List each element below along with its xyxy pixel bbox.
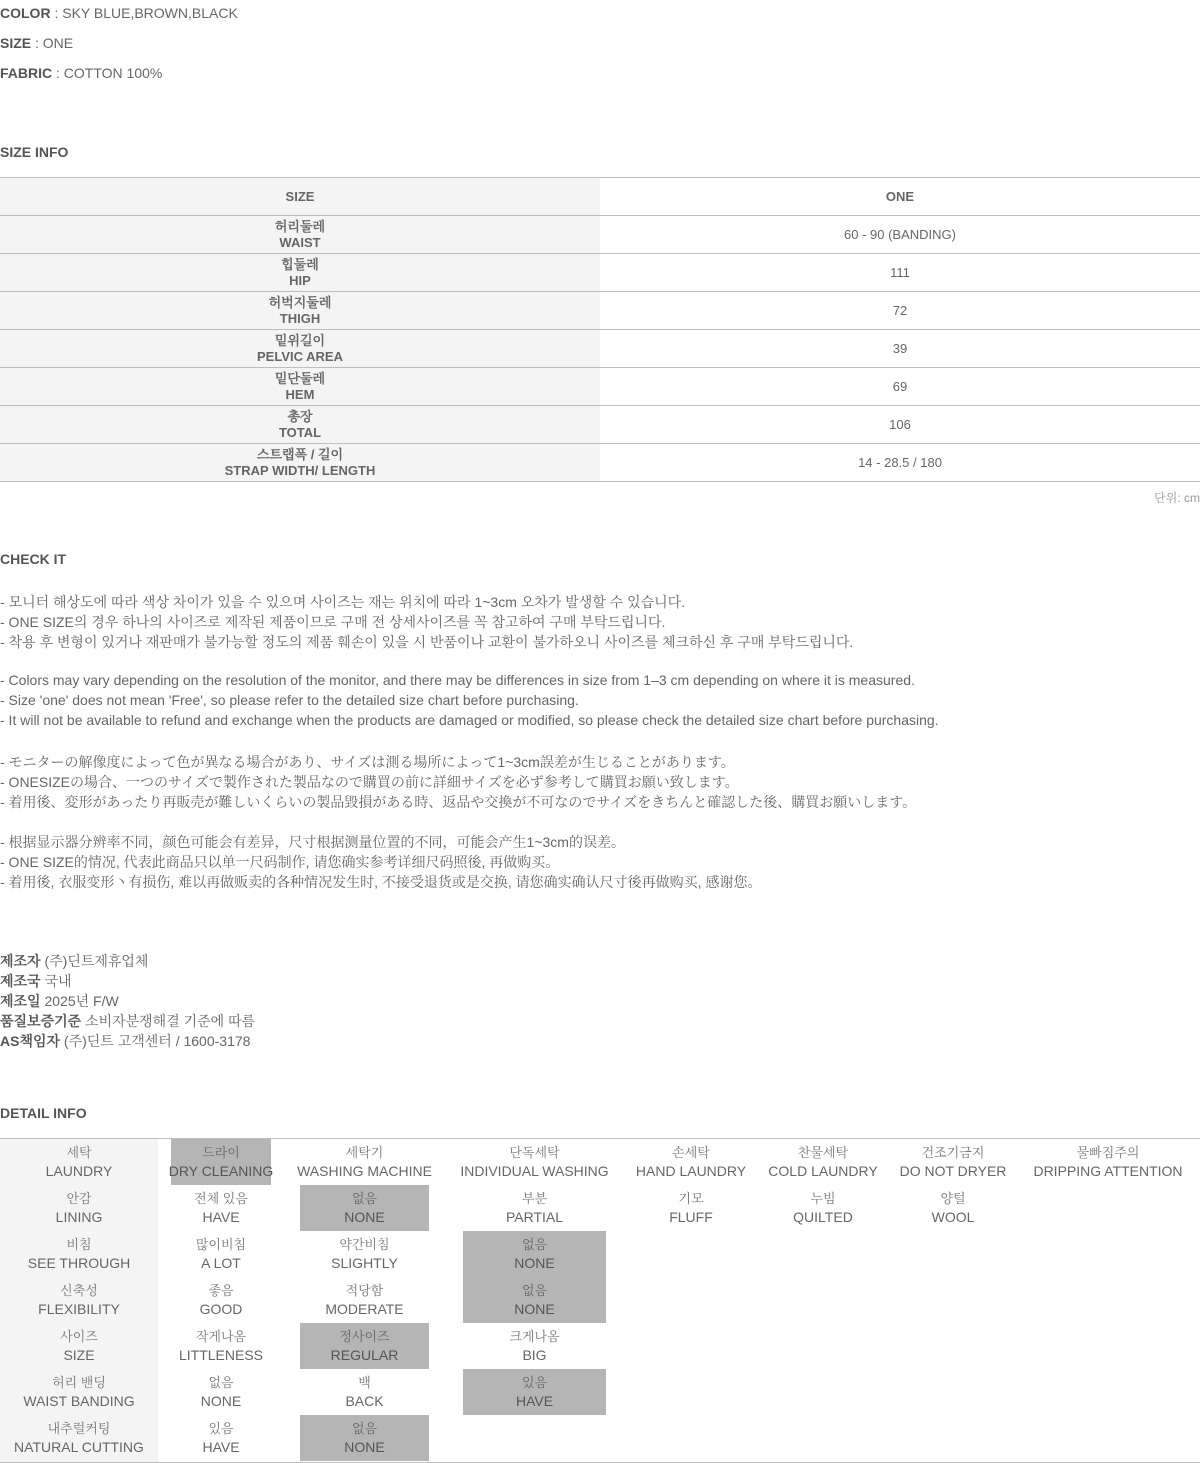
check-it-line: - ONE SIZE의 경우 하나의 사이즈로 제작된 제품이므로 구매 전 상세사이즈를 꼭 참고하여 구매 부탁드립니다. xyxy=(0,614,666,630)
detail-option-en: WOOL xyxy=(931,1209,975,1225)
detail-option-en: NONE xyxy=(344,1439,385,1455)
detail-option xyxy=(894,1139,1012,1185)
detail-option-en: A LOT xyxy=(201,1255,241,1271)
size-table-row xyxy=(0,406,1200,444)
detail-option-kr: 없음 xyxy=(208,1375,234,1390)
detail-option-en: HAVE xyxy=(515,1393,554,1409)
detail-option-kr: 드라이 xyxy=(202,1145,240,1160)
detail-option xyxy=(171,1369,271,1415)
spec-color xyxy=(0,5,238,21)
size-table-row xyxy=(0,292,1200,330)
check-it-line: - 根据显示器分辨率不同，颜色可能会有差异，尺寸根据测量位置的不同，可能会产生1~3cm的误差。 xyxy=(0,834,625,850)
spec-color-label: COLOR xyxy=(0,5,51,21)
size-row-label-kr: 허벅지둘레 xyxy=(268,294,332,310)
size-unit: 단위: cm xyxy=(1154,491,1200,505)
spec-size-value: : ONE xyxy=(31,35,74,51)
size-header-label: SIZE xyxy=(0,178,600,215)
product-info-value: (주)딘트제휴업체 xyxy=(40,953,149,969)
detail-option-kr: 있음 xyxy=(208,1421,234,1436)
size-header-value: ONE xyxy=(885,189,915,204)
detail-option-kr: 없음 xyxy=(521,1237,548,1252)
detail-option-kr: 없음 xyxy=(521,1283,548,1298)
detail-option-en: DRY CLEANING xyxy=(168,1163,274,1179)
size-row-label-en: HIP xyxy=(289,272,311,288)
detail-row-label xyxy=(0,1369,158,1415)
detail-option-kr: 누빔 xyxy=(810,1191,836,1206)
detail-option xyxy=(463,1231,606,1277)
detail-option-en: REGULAR xyxy=(330,1347,399,1363)
detail-option xyxy=(300,1185,429,1231)
size-row-value: 69 xyxy=(892,379,908,394)
detail-option-kr: 손세탁 xyxy=(672,1145,710,1160)
detail-option-en: COLD LAUNDRY xyxy=(768,1163,878,1179)
detail-option-kr: 크게나옴 xyxy=(509,1329,560,1344)
detail-option xyxy=(300,1277,429,1323)
detail-option-kr: 기모 xyxy=(678,1191,704,1206)
detail-label-kr: 안감 xyxy=(66,1191,92,1206)
check-it-heading: CHECK IT xyxy=(0,551,67,567)
detail-label-en: SEE THROUGH xyxy=(27,1255,131,1271)
detail-option xyxy=(463,1369,606,1415)
detail-option xyxy=(171,1277,271,1323)
spec-fabric-value: : COTTON 100% xyxy=(52,65,163,81)
detail-option xyxy=(762,1185,884,1231)
size-row-value: 111 xyxy=(890,265,910,280)
size-row-label-en: WAIST xyxy=(279,234,321,250)
product-info-value: 국내 xyxy=(40,973,72,989)
detail-option-en: PARTIAL xyxy=(505,1209,564,1225)
detail-option-kr: 건조기금지 xyxy=(921,1145,985,1160)
detail-label-kr: 내추럴커팅 xyxy=(47,1421,111,1436)
detail-option xyxy=(171,1231,271,1277)
detail-option-kr: 세탁기 xyxy=(345,1145,384,1160)
size-row-value: 60 - 90 (BANDING) xyxy=(844,227,956,242)
detail-option-kr: 있음 xyxy=(521,1375,548,1390)
detail-option-kr: 없음 xyxy=(351,1191,378,1206)
detail-option-en: NONE xyxy=(344,1209,385,1225)
detail-option xyxy=(300,1323,429,1369)
product-info-line xyxy=(0,1011,255,1031)
size-row-value: 72 xyxy=(892,303,908,318)
detail-option-kr: 좋음 xyxy=(208,1283,234,1298)
detail-option xyxy=(894,1185,1012,1231)
detail-option xyxy=(628,1185,754,1231)
size-row-label-kr: 밑위길이 xyxy=(274,332,326,348)
spec-color-value: : SKY BLUE,BROWN,BLACK xyxy=(50,5,238,21)
product-info-value: (주)딘트 고객센터 / 1600-3178 xyxy=(60,1033,251,1049)
check-it-line: - It will not be available to refund and exchange when the products are damaged or modified, so please check the detailed size chart before purchasing. xyxy=(0,712,939,728)
size-row-label xyxy=(0,444,600,481)
check-it-line: - ONESIZEの場合、一つのサイズで製作された製品なので購買の前に詳細サイズを必ず参考して購買お願い致します。 xyxy=(0,774,739,790)
detail-option-kr: 찬물세탁 xyxy=(797,1145,849,1160)
detail-option xyxy=(297,1139,432,1185)
size-row-value: 39 xyxy=(892,341,908,356)
detail-info-grid xyxy=(0,1138,1200,1463)
detail-option-kr: 전체 있음 xyxy=(194,1191,248,1206)
spec-fabric xyxy=(0,65,162,81)
detail-label-kr: 사이즈 xyxy=(60,1329,98,1344)
detail-option xyxy=(171,1415,271,1461)
detail-label-kr: 허리 밴딩 xyxy=(52,1375,106,1390)
product-info-value: 2025년 F/W xyxy=(40,993,119,1009)
check-it-line: - 착용 후 변형이 있거나 재판매가 불가능할 정도의 제품 훼손이 있을 시 반품이나 교환이 불가하오니 사이즈를 체크하신 후 구매 부탁드립니다. xyxy=(0,634,854,650)
detail-option-en: SLIGHTLY xyxy=(331,1255,398,1271)
detail-label-en: LINING xyxy=(55,1209,103,1225)
detail-option-en: FLUFF xyxy=(669,1209,713,1225)
detail-option xyxy=(463,1277,606,1323)
detail-option-en: GOOD xyxy=(199,1301,243,1317)
detail-option-kr: 약간비침 xyxy=(339,1237,390,1252)
detail-option xyxy=(1020,1139,1196,1185)
size-table-row xyxy=(0,216,1200,254)
size-row-label xyxy=(0,292,600,329)
check-it-line: - Size 'one' does not mean 'Free', so please refer to the detailed size chart before purchasing. xyxy=(0,692,579,708)
detail-label-en: LAUNDRY xyxy=(45,1163,113,1179)
detail-option-en: NONE xyxy=(200,1393,242,1409)
product-info-label: 제조자 xyxy=(0,953,41,969)
detail-option xyxy=(628,1139,754,1185)
size-row-value: 106 xyxy=(889,417,911,432)
detail-option-kr: 정사이즈 xyxy=(339,1329,390,1344)
detail-label-kr: 비침 xyxy=(66,1237,92,1252)
size-table-row xyxy=(0,330,1200,368)
detail-option-kr: 많이비침 xyxy=(195,1237,247,1252)
size-row-label-en: TOTAL xyxy=(278,424,322,440)
detail-option xyxy=(300,1369,429,1415)
size-table-row xyxy=(0,368,1200,406)
detail-row-label xyxy=(0,1415,158,1461)
detail-option-kr: 단독세탁 xyxy=(509,1145,560,1160)
detail-option-kr: 백 xyxy=(358,1375,371,1390)
size-row-label-kr: 총장 xyxy=(287,408,313,424)
spec-size xyxy=(0,35,73,51)
detail-option-en: HAVE xyxy=(202,1439,240,1455)
detail-row-label xyxy=(0,1231,158,1277)
spec-fabric-label: FABRIC xyxy=(0,65,53,81)
detail-label-en: NATURAL CUTTING xyxy=(14,1439,144,1455)
size-row-label-kr: 밑단둘레 xyxy=(274,370,326,386)
check-it-line: - モニターの解像度によって色が異なる場合があり、サイズは測る場所によって1~3cm誤差が生じることがあります。 xyxy=(0,754,735,770)
detail-label-kr: 신축성 xyxy=(60,1283,98,1298)
size-table-row xyxy=(0,444,1200,482)
product-info-line xyxy=(0,991,119,1011)
detail-label-en: SIZE xyxy=(63,1347,95,1363)
detail-option xyxy=(171,1185,271,1231)
detail-info-heading: DETAIL INFO xyxy=(0,1105,87,1121)
detail-row-label xyxy=(0,1139,158,1185)
product-info-line xyxy=(0,951,148,971)
detail-option-kr: 양털 xyxy=(940,1191,966,1206)
detail-row-label xyxy=(0,1323,158,1369)
product-info-label: 제조일 xyxy=(0,993,41,1009)
size-row-label-en: THIGH xyxy=(279,310,321,326)
detail-option-en: NONE xyxy=(514,1255,555,1271)
detail-option xyxy=(463,1323,606,1369)
size-table xyxy=(0,177,1200,482)
size-row-label-en: PELVIC AREA xyxy=(257,348,343,364)
size-row-value: 14 - 28.5 / 180 xyxy=(858,455,942,470)
detail-option xyxy=(460,1139,609,1185)
product-info-line xyxy=(0,971,72,991)
size-row-label-kr: 허리둘레 xyxy=(274,218,326,234)
detail-option-en: BACK xyxy=(345,1393,384,1409)
size-row-label xyxy=(0,406,600,443)
detail-option-en: QUILTED xyxy=(793,1209,853,1225)
detail-option-en: WASHING MACHINE xyxy=(297,1163,432,1179)
detail-option xyxy=(300,1231,429,1277)
size-row-label-kr: 힙둘레 xyxy=(281,256,319,272)
product-info-line xyxy=(0,1031,250,1051)
product-info-label: AS책임자 xyxy=(0,1033,61,1049)
detail-option-en: HAVE xyxy=(202,1209,240,1225)
detail-option-en: HAND LAUNDRY xyxy=(635,1163,747,1179)
detail-option-kr: 작게나옴 xyxy=(195,1329,247,1344)
spec-size-label: SIZE xyxy=(0,35,32,51)
size-row-label xyxy=(0,254,600,291)
detail-option-en: INDIVIDUAL WASHING xyxy=(460,1163,609,1179)
detail-option-kr: 부분 xyxy=(521,1191,548,1206)
size-row-label-en: STRAP WIDTH/ LENGTH xyxy=(224,462,376,478)
detail-option-kr: 적당함 xyxy=(345,1283,384,1298)
detail-label-kr: 세탁 xyxy=(66,1145,92,1160)
detail-row-label xyxy=(0,1277,158,1323)
detail-option-en: BIG xyxy=(522,1347,547,1363)
check-it-line: - Colors may vary depending on the resolution of the monitor, and there may be differences in size from 1–3 cm depending on where it is measured. xyxy=(0,672,915,688)
detail-option xyxy=(171,1323,271,1369)
check-it-line: - 着用後、変形があったり再販売が難しいくらいの製品毀損がある時、返品や交換が不可なのでサイズをきちんと確認した後、購買お願いします。 xyxy=(0,794,917,810)
size-row-label-en: HEM xyxy=(285,386,315,402)
detail-label-en: FLEXIBILITY xyxy=(38,1301,120,1317)
detail-option xyxy=(463,1185,606,1231)
check-it-line: - ONE SIZE的情况, 代表此商品只以单一尺码制作, 请您确实参考详细尺码照後, 再做购买。 xyxy=(0,854,560,870)
size-row-label xyxy=(0,216,600,253)
check-it-line: - 着用後, 衣服变形丶有损伤, 难以再做贩卖的各种情况发生时, 不接受退货或是交换, 请您确实确认尺寸後再做购买, 感谢您。 xyxy=(0,874,762,890)
size-row-label xyxy=(0,330,600,367)
size-table-header xyxy=(0,178,1200,216)
product-info-label: 품질보증기준 xyxy=(0,1013,82,1029)
check-it-line: - 모니터 해상도에 따라 색상 차이가 있을 수 있으며 사이즈는 재는 위치에 따라 1~3cm 오차가 발생할 수 있습니다. xyxy=(0,594,686,610)
detail-option-en: LITTLENESS xyxy=(178,1347,264,1363)
size-info-heading: SIZE INFO xyxy=(0,144,69,160)
detail-option-en: DO NOT DRYER xyxy=(899,1163,1007,1179)
detail-option-en: MODERATE xyxy=(325,1301,404,1317)
size-row-label xyxy=(0,368,600,405)
product-info-value: 소비자분쟁해결 기준에 따름 xyxy=(81,1013,256,1029)
detail-option-kr: 물빠짐주의 xyxy=(1076,1145,1140,1160)
detail-option-en: NONE xyxy=(514,1301,555,1317)
detail-label-en: WAIST BANDING xyxy=(23,1393,135,1409)
size-row-label-kr: 스트랩폭 / 길이 xyxy=(256,446,344,462)
detail-option-kr: 없음 xyxy=(351,1421,378,1436)
product-info-label: 제조국 xyxy=(0,973,41,989)
detail-row-label xyxy=(0,1185,158,1231)
size-table-row xyxy=(0,254,1200,292)
detail-option-en: DRIPPING ATTENTION xyxy=(1033,1163,1183,1179)
detail-option xyxy=(762,1139,884,1185)
detail-option xyxy=(300,1415,429,1461)
detail-option xyxy=(168,1139,274,1185)
